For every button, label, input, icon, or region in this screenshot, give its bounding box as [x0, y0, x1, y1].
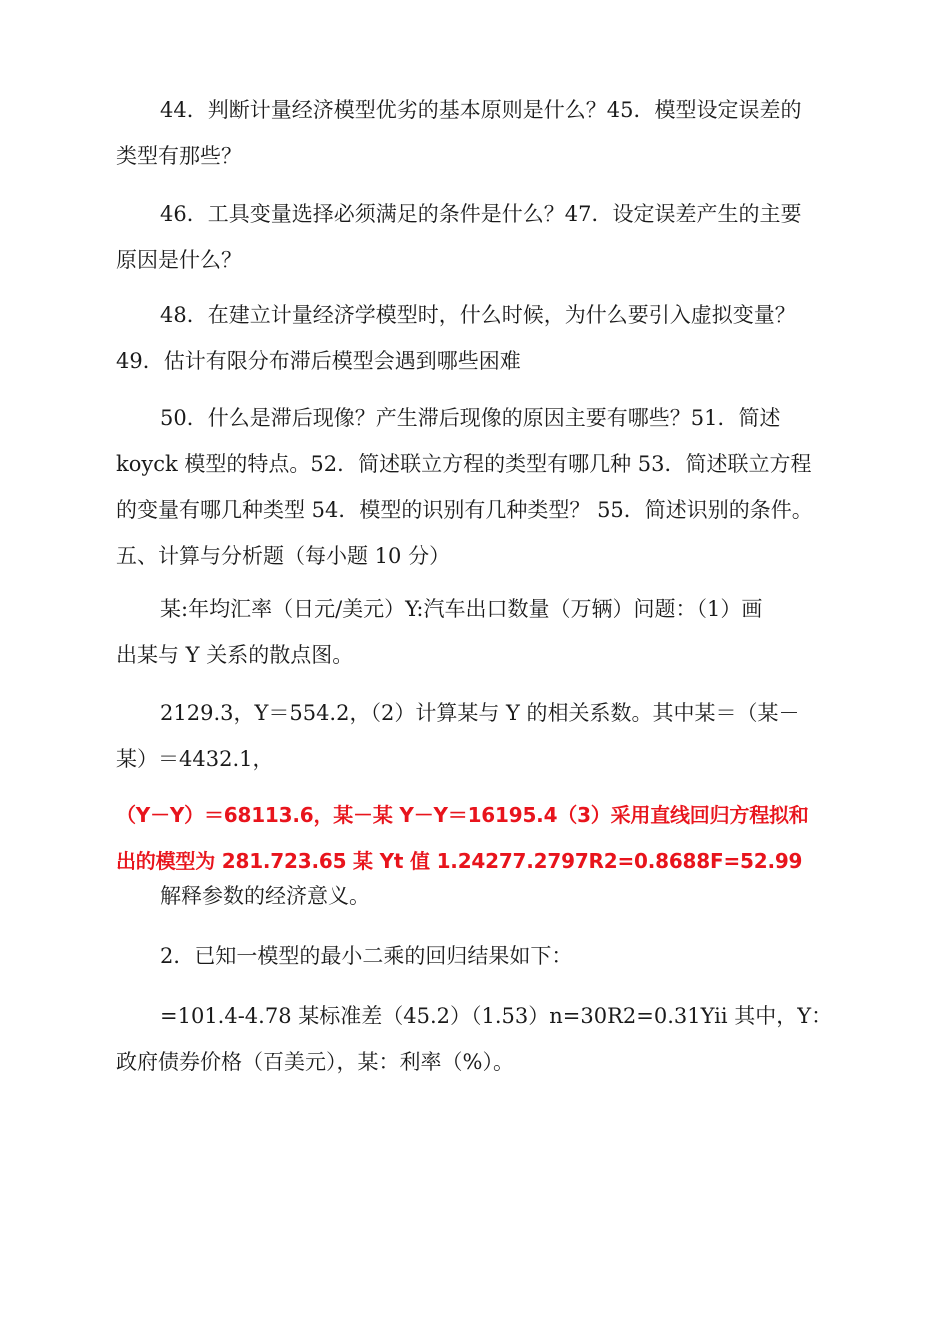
paragraph-q50-55 [116, 395, 846, 579]
paragraph-highlighted-model [116, 792, 846, 884]
paragraph-q44-45 [116, 87, 846, 179]
text-line: 2129.3，Y＝554.2，（2）计算某与 Y 的相关系数。其中某＝（某－ [160, 701, 800, 725]
paragraph-problem-intro [116, 586, 846, 678]
text-line: 出某与 Y 关系的散点图。 [116, 643, 354, 667]
text-line: 44．判断计量经济模型优劣的基本原则是什么？45．模型设定误差的 [160, 98, 802, 122]
highlighted-text-line: 出的模型为 281.723.65 某 Yt 值 1.24277.2797R2=0.8688F=52.99 [116, 849, 803, 873]
highlighted-text-line: （Y－Y）＝68113.6，某－某 Y－Y＝16195.4（3）采用直线回归方程拟和 [116, 803, 809, 827]
paragraph-problem-values [116, 690, 846, 782]
text-line: 解释参数的经济意义。 [160, 884, 370, 908]
text-line: 的变量有哪几种类型 54．模型的识别有几种类型？ 55．简述识别的条件。 [116, 498, 813, 522]
text-line: koyck 模型的特点。52．简述联立方程的类型有哪几种 53．简述联立方程 [116, 452, 812, 476]
text-line: 原因是什么？ [116, 248, 242, 272]
text-line: 2．已知一模型的最小二乘的回归结果如下： [160, 944, 573, 968]
paragraph-problem-2 [116, 933, 846, 979]
text-line: 某）＝4432.1， [116, 747, 274, 771]
paragraph-q48-49 [116, 292, 846, 384]
section-heading: 五、计算与分析题（每小题 10 分） [116, 544, 451, 568]
text-line: 48．在建立计量经济学模型时，什么时候，为什么要引入虚拟变量？ [160, 303, 796, 327]
text-line: 50．什么是滞后现像？产生滞后现像的原因主要有哪些？51．简述 [160, 406, 781, 430]
paragraph-q46-47 [116, 191, 846, 283]
text-line: 某:年均汇率（日元/美元）Y:汽车出口数量（万辆）问题：（1）画 [160, 597, 763, 621]
text-line: =101.4-4.78 某标准差（45.2）（1.53）n=30R2=0.31Yii 其中，Y： [160, 1004, 833, 1028]
paragraph-interpret [116, 873, 846, 919]
text-line: 49．估计有限分布滞后模型会遇到哪些困难 [116, 349, 521, 373]
text-line: 类型有那些？ [116, 144, 242, 168]
text-line: 46．工具变量选择必须满足的条件是什么？47．设定误差产生的主要 [160, 202, 802, 226]
paragraph-regression-result [116, 993, 846, 1085]
text-line: 政府债券价格（百美元），某：利率（%）。 [116, 1050, 514, 1074]
